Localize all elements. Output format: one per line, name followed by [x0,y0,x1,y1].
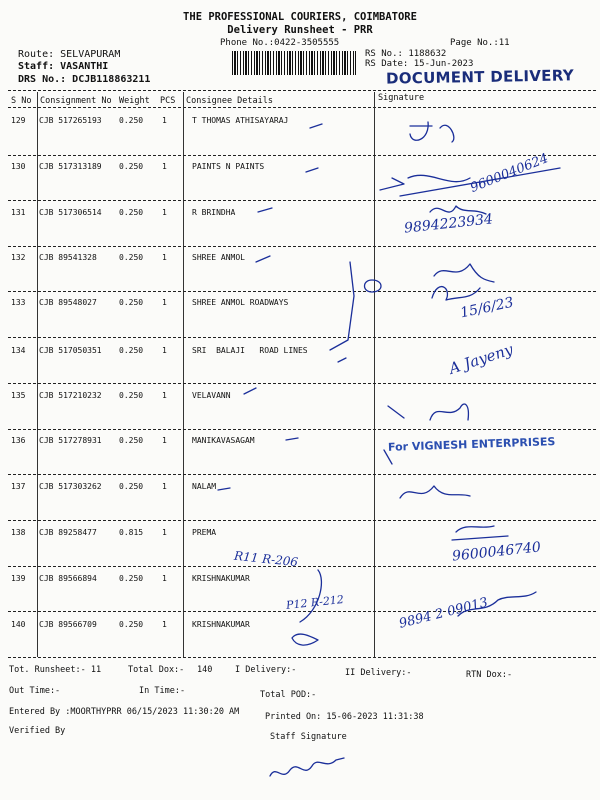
row-pcs: 1 [162,574,167,583]
row-weight: 0.250 [119,162,144,171]
row-sno: 131 [11,208,26,217]
row-weight: 0.250 [119,253,144,262]
vignesh-stamp: For VIGNESH ENTERPRISES [387,435,556,454]
handwritten-name: A Jayeny [446,340,516,378]
row-pcs: 1 [162,391,167,400]
rs-date: RS Date: 15-Jun-2023 [365,59,474,69]
route: Route: SELVAPURAM [18,49,121,60]
row-weight: 0.250 [119,116,144,125]
row-pcs: 1 [162,346,167,355]
row-rule [8,291,596,292]
rtn-dox: RTN Dox:- [466,670,513,680]
handwritten-phone-4: 9894 2 09013 [397,595,490,632]
row-consignee: T THOMAS ATHISAYARAJ [192,116,289,125]
entered-by: Entered By :MOORTHYPRR 06/15/2023 11:30:20 AM [9,707,240,717]
row-consignee: KRISHNAKUMAR [192,574,250,583]
row-weight: 0.250 [119,482,144,491]
row-rule [8,566,596,567]
row-sno: 133 [11,298,26,307]
row-sno: 130 [11,162,26,171]
handwritten-phone-1: 9600040624 [468,151,551,196]
row-consignee: NALAM [192,482,217,491]
tick-129 [310,124,322,128]
signature-135 [430,404,468,420]
row-consignee: SHREE ANMOL [192,253,245,262]
verified-by: Verified By [9,726,66,736]
row-consignment: CJB 89258477 [39,528,97,537]
row-rule [8,520,596,521]
document-subtitle: Delivery Runsheet - PRR [227,24,373,36]
row-consignment: CJB 517278931 [39,436,102,445]
tick-131 [258,208,272,212]
row-rule [8,337,596,338]
row-pcs: 1 [162,528,167,537]
row-consignee: SRI BALAJI ROAD LINES [192,346,308,355]
row-consignee: R BRINDHA [192,208,236,217]
row-consignee: MANIKAVASAGAM [192,436,255,445]
row-weight: 0.250 [119,436,144,445]
phone-number: Phone No.:0422-3505555 [220,38,340,48]
row-rule [8,429,596,430]
signature-137 [400,486,470,498]
drs-number: DRS No.: DCJB118863211 [18,74,151,85]
row-consignment: CJB 517265193 [39,116,102,125]
col-pcs: PCS [160,96,176,106]
row-sno: 138 [11,528,26,537]
barcode [232,51,356,75]
signature-133 [432,287,480,300]
signature-138 [452,526,508,540]
row-sno: 129 [11,116,26,125]
col-consignee: Consignee Details [186,96,273,106]
tot-runsheet: Tot. Runsheet:- 11 [9,665,102,675]
column-divider [37,92,38,657]
in-time: In Time:- [139,686,186,696]
row-weight: 0.250 [119,298,144,307]
row-consignment: CJB 89548027 [39,298,97,307]
tick-137 [218,488,230,490]
row-consignee: SHREE ANMOL ROADWAYS [192,298,289,307]
row-weight: 0.250 [119,208,144,217]
row-consignment: CJB 517050351 [39,346,102,355]
row-pcs: 1 [162,620,167,629]
col-signature: Signature [378,93,425,103]
row-rule [8,246,596,247]
out-time: Out Time:- [9,686,61,696]
column-divider [374,92,375,657]
handwritten-rack-2: P12 R-212 [285,593,345,612]
total-dox-label: Total Dox:- [128,665,185,675]
row-sno: 137 [11,482,26,491]
row-sno: 135 [11,391,26,400]
tick-134 [338,358,346,362]
row-consignee: KRISHNAKUMAR [192,620,250,629]
row-sno: 140 [11,620,26,629]
row-consignment: CJB 89566709 [39,620,97,629]
printed-on: Printed On: 15-06-2023 11:31:38 [265,712,424,722]
col-weight: Weight [119,96,150,106]
row-consignee: VELAVANN [192,391,231,400]
row-consignment: CJB 517313189 [39,162,102,171]
row-consignment: CJB 89541328 [39,253,97,262]
row-pcs: 1 [162,298,167,307]
staff: Staff: VASANTHI [18,61,109,72]
row-consignee: PAINTS N PAINTS [192,162,265,171]
col-sno: S No [11,96,32,106]
row-weight: 0.250 [119,346,144,355]
row-pcs: 1 [162,162,167,171]
row-consignee: PREMA [192,528,217,537]
row-weight: 0.815 [119,528,144,537]
row-rule [8,155,596,156]
signature-132 [434,264,494,282]
ii-delivery: II Delivery:- [345,668,412,678]
row-rule [8,383,596,384]
row-rule [8,611,596,612]
row-sno: 136 [11,436,26,445]
tick-136 [286,438,392,464]
row-sno: 134 [11,346,26,355]
signature-129 [410,122,454,142]
row-sno: 139 [11,574,26,583]
row-weight: 0.250 [119,620,144,629]
row-pcs: 1 [162,436,167,445]
document-delivery-stamp: DOCUMENT DELIVERY [385,66,575,88]
row-pcs: 1 [162,253,167,262]
handwritten-rack-1: R11 R-206 [233,548,299,570]
tick-130 [306,168,318,172]
row-pcs: 1 [162,116,167,125]
header-top-rule [8,90,596,91]
header-bottom-rule [8,107,596,108]
row-weight: 0.250 [119,574,144,583]
row-pcs: 1 [162,208,167,217]
page-number: Page No.:11 [450,38,510,48]
row-consignment: CJB 517306514 [39,208,102,217]
staff-signature-label: Staff Signature [270,732,347,742]
row-consignment: CJB 89566894 [39,574,97,583]
row-rule [8,474,596,475]
handwritten-phone-2: 9894223934 [403,211,494,237]
row-consignment: CJB 517210232 [39,391,102,400]
total-pod: Total POD:- [260,690,317,700]
row-consignment: CJB 517303262 [39,482,102,491]
col-consignment: Consignment No [40,96,112,106]
row-pcs: 1 [162,482,167,491]
row-weight: 0.250 [119,391,144,400]
document-title: THE PROFESSIONAL COURIERS, COIMBATORE [183,11,417,23]
column-divider [183,92,184,657]
i-delivery: I Delivery:- [235,665,297,675]
rs-number: RS No.: 1188632 [365,49,447,59]
total-dox-value: 140 [197,665,213,675]
row-rule [8,657,596,658]
row-sno: 132 [11,253,26,262]
tick-135 [244,388,404,418]
handwritten-phone-3: 9600046740 [451,539,542,565]
staff-signature-scribble [270,758,344,776]
row-rule [8,200,596,201]
handwritten-date: 15/6/23 [458,294,516,322]
